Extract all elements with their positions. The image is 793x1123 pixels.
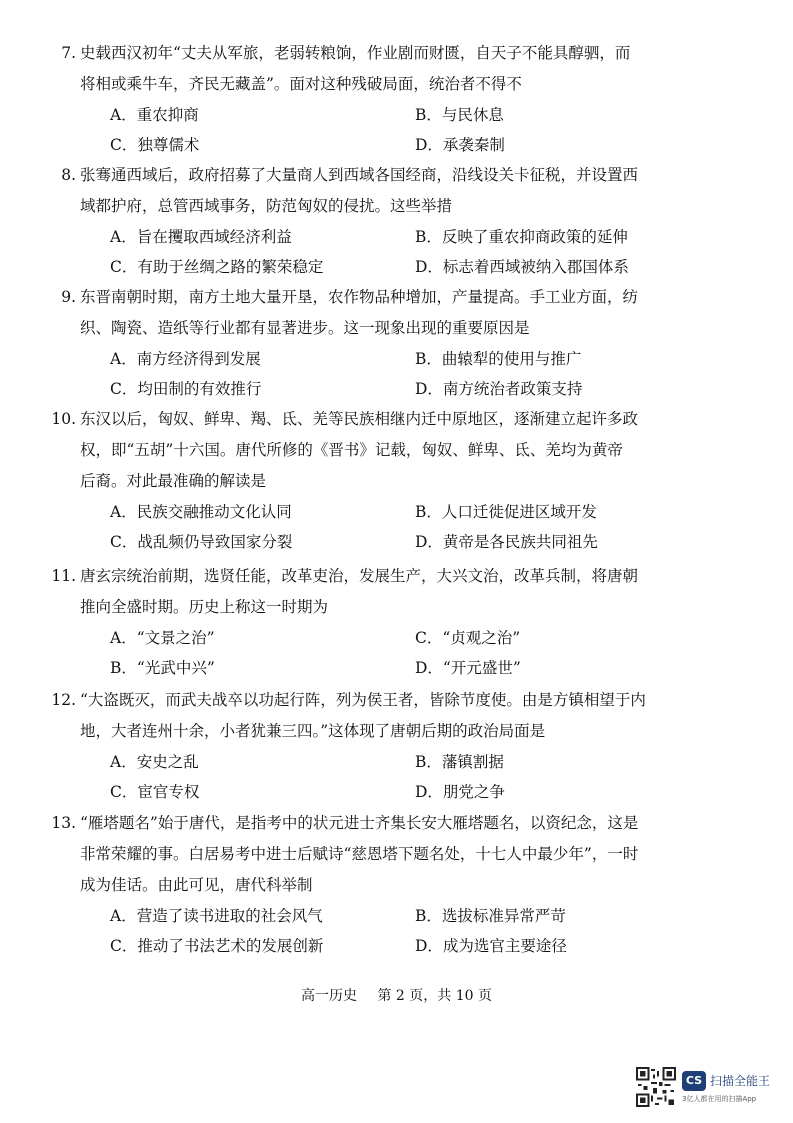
camscanner-logo: CS (682, 1071, 706, 1091)
option-c[interactable]: C．均田制的有效推行 (110, 380, 262, 398)
option-d[interactable]: D．南方统治者政策支持 (415, 380, 583, 398)
option-c[interactable]: C．独尊儒术 (110, 136, 200, 154)
option-b[interactable]: B．“光武中兴” (110, 659, 215, 677)
option-c[interactable]: C．宦官专权 (110, 783, 200, 801)
option-d[interactable]: D．成为选官主要途径 (415, 937, 567, 955)
option-c[interactable]: C．推动了书法艺术的发展创新 (110, 937, 324, 955)
question-8 (61, 160, 700, 282)
question-text: 权，即“五胡”十六国。唐代所修的《晋书》记载，匈奴、鲜卑、氐、羌均为黄帝 (80, 441, 623, 459)
option-b[interactable]: B．藩镇割据 (415, 753, 504, 771)
question-number: 12. (51, 691, 76, 709)
option-b[interactable]: B．选拔标准异常严苛 (415, 907, 566, 925)
question-text: 后裔。对此最准确的解读是 (80, 472, 267, 490)
option-d[interactable]: D．“开元盛世” (415, 659, 521, 677)
question-text: 域都护府，总管西域事务，防范匈奴的侵扰。这些举措 (80, 197, 453, 215)
question-text: 地，大者连州十余，小者犹兼三四。”这体现了唐朝后期的政治局面是 (80, 722, 546, 740)
question-text: “大盗既灭，而武夫战卒以功起行阵，列为侯王者，皆除节度使。由是方镇相望于内 (80, 691, 646, 709)
question-text: 将相或乘牛车，齐民无藏盖”。面对这种残破局面，统治者不得不 (80, 75, 522, 93)
subject-label: 高一历史 (301, 988, 357, 1004)
scanner-app-name: 扫描全能王 (710, 1074, 771, 1088)
options (80, 623, 700, 683)
question-12 (51, 685, 700, 807)
question-text: 织、陶瓷、造纸等行业都有显著进步。这一现象出现的重要原因是 (80, 319, 530, 337)
options (80, 222, 700, 282)
option-b[interactable]: B．曲辕犁的使用与推广 (415, 350, 582, 368)
option-c[interactable]: C．有助于丝绸之路的繁荣稳定 (110, 258, 324, 276)
option-c[interactable]: C．战乱频仍导致国家分裂 (110, 533, 293, 551)
option-c[interactable]: C．“贞观之治” (415, 629, 521, 647)
question-number: 10. (51, 410, 76, 428)
options (80, 497, 700, 557)
question-number: 13. (51, 814, 76, 832)
question-number: 7. (61, 44, 76, 62)
option-a[interactable]: A．营造了读书进取的社会风气 (110, 907, 323, 925)
option-a[interactable]: A．南方经济得到发展 (110, 350, 261, 368)
question-text: 东汉以后，匈奴、鲜卑、羯、氐、羌等民族相继内迁中原地区，逐渐建立起许多政 (80, 410, 639, 428)
qr-code-icon (636, 1067, 676, 1107)
question-13 (51, 808, 700, 961)
option-d[interactable]: D．承袭秦制 (415, 136, 505, 154)
option-a[interactable]: A．旨在攫取西域经济利益 (110, 228, 292, 246)
option-b[interactable]: B．反映了重农抑商政策的延伸 (415, 228, 628, 246)
question-number: 9. (61, 288, 76, 306)
question-number: 8. (61, 166, 76, 184)
page-number: 第 2 页，共 10 页 (377, 988, 492, 1004)
question-text: 张骞通西域后，政府招募了大量商人到西域各国经商，沿线设关卡征税，并设置西 (80, 166, 639, 184)
question-text: 推向全盛时期。历史上称这一时期为 (80, 598, 329, 616)
option-a[interactable]: A．“文景之治” (110, 629, 215, 647)
option-a[interactable]: A．民族交融推动文化认同 (110, 503, 292, 521)
question-7 (61, 38, 700, 160)
question-11 (51, 561, 700, 683)
question-text: “雁塔题名”始于唐代，是指考中的状元进士齐集长安大雁塔题名，以资纪念，这是 (80, 814, 639, 832)
option-b[interactable]: B．人口迁徙促进区域开发 (415, 503, 597, 521)
options (80, 901, 700, 961)
options (80, 747, 700, 807)
question-text: 东晋南朝时期，南方土地大量开垦，农作物品种增加，产量提高。手工业方面，纺 (80, 288, 639, 306)
options (80, 344, 700, 404)
question-9 (61, 282, 700, 404)
page-footer (0, 985, 793, 1005)
question-text: 成为佳话。由此可见，唐代科举制 (80, 876, 313, 894)
option-d[interactable]: D．标志着西域被纳入郡国体系 (415, 258, 629, 276)
options (80, 100, 700, 160)
option-d[interactable]: D．黄帝是各民族共同祖先 (415, 533, 598, 551)
scanner-tagline: 3亿人都在用的扫描App (682, 1095, 757, 1103)
question-10 (51, 404, 700, 557)
question-text: 唐玄宗统治前期，选贤任能，改革吏治，发展生产，大兴文治，改革兵制，将唐朝 (80, 567, 639, 585)
option-a[interactable]: A．安史之乱 (110, 753, 199, 771)
question-text: 非常荣耀的事。白居易考中进士后赋诗“慈恩塔下题名处，十七人中最少年”，一时 (80, 845, 639, 863)
scanner-badge (636, 1063, 786, 1113)
option-d[interactable]: D．朋党之争 (415, 783, 505, 801)
question-number: 11. (51, 567, 76, 585)
option-a[interactable]: A．重农抑商 (110, 106, 199, 124)
question-text: 史载西汉初年“丈夫从军旅，老弱转粮饷，作业剧而财匮，自天子不能具醇驷，而 (80, 44, 631, 62)
option-b[interactable]: B．与民休息 (415, 106, 504, 124)
